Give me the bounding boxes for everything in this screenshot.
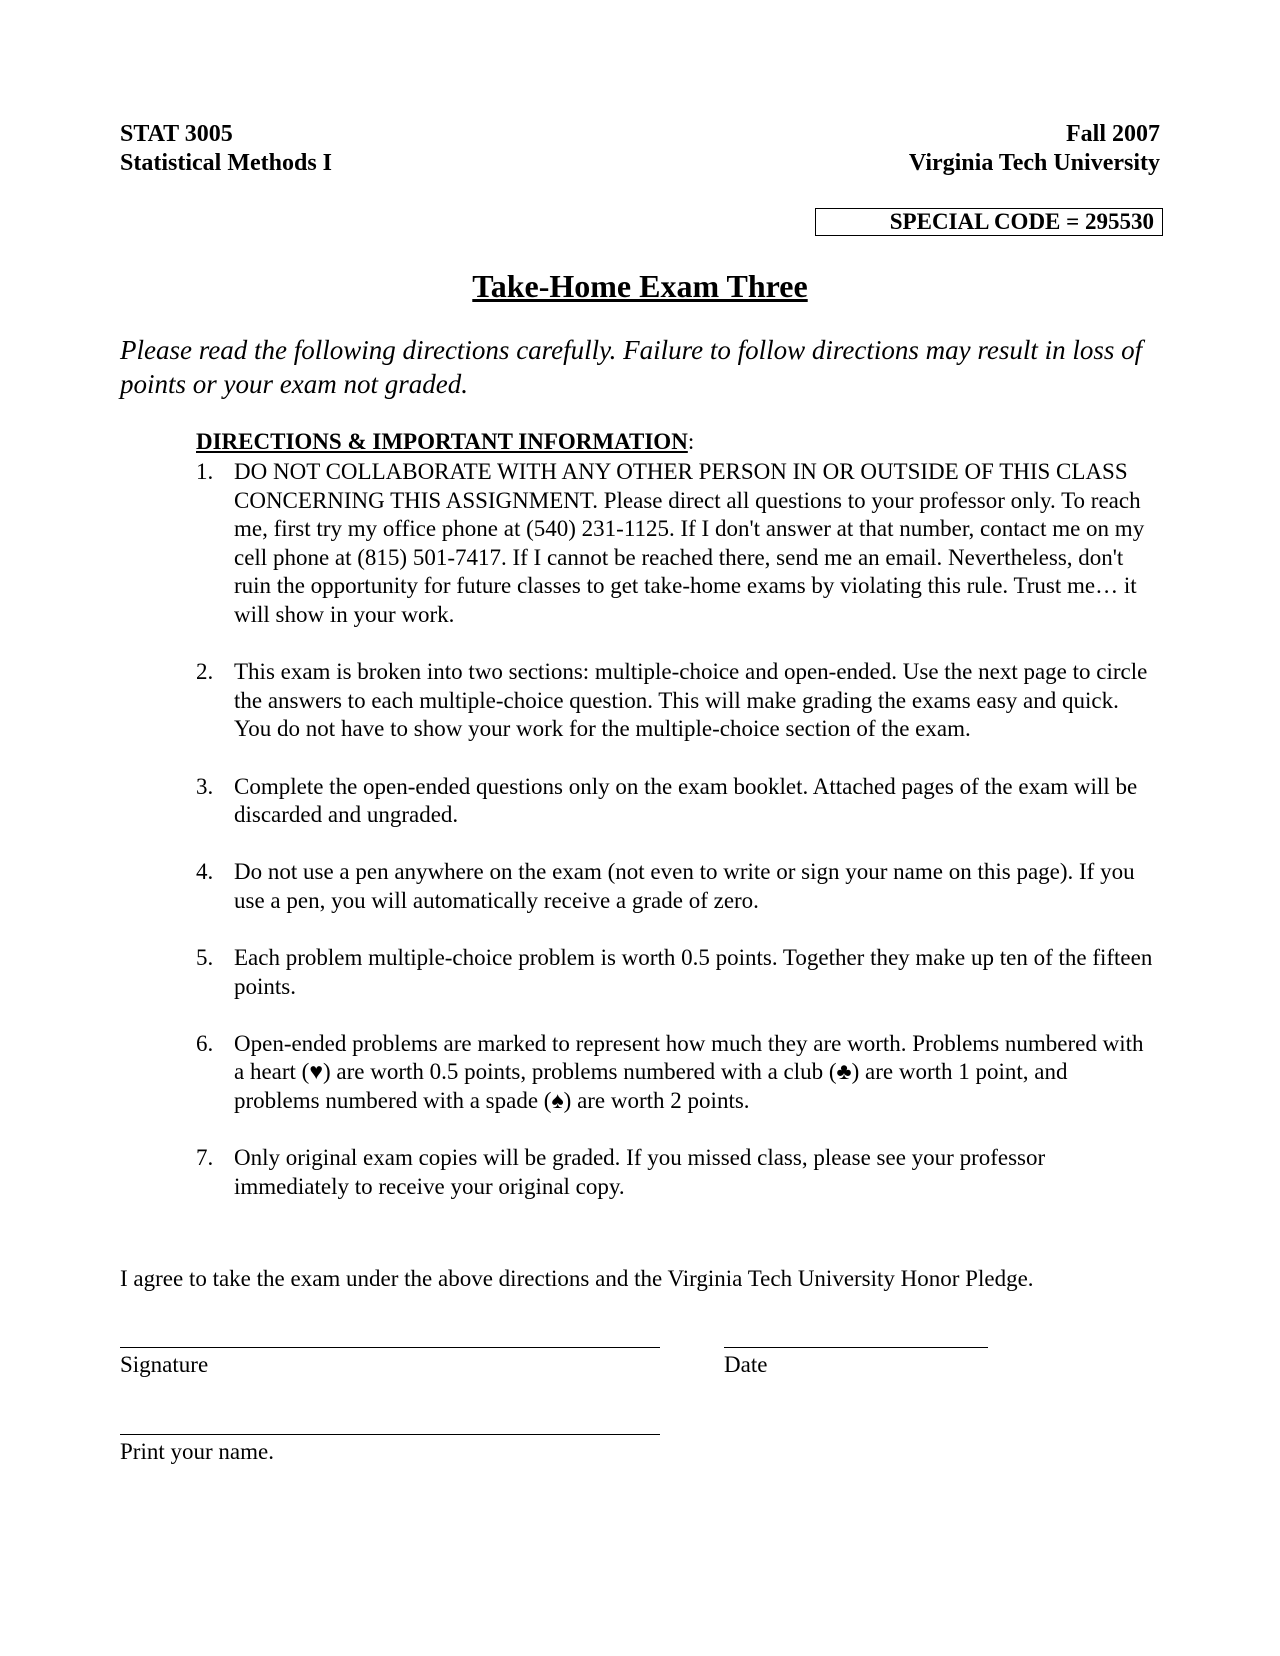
direction-number: 3. (196, 773, 214, 799)
course-header (120, 120, 332, 178)
direction-number: 5. (196, 945, 214, 971)
direction-text: Do not use a pen anywhere on the exam (not even to write or sign your name on this page). If you use a pen, you will automatically receive a grade of zero. (234, 859, 1135, 913)
date-label: Date (724, 1352, 768, 1377)
honor-pledge: I agree to take the exam under the above directions and the Virginia Tech University Honor Pledge. (120, 1266, 1034, 1291)
date-line[interactable] (724, 1347, 988, 1348)
term-header (909, 120, 1160, 178)
special-code-box: SPECIAL CODE = 295530 (815, 208, 1163, 236)
term: Fall 2007 (1066, 121, 1160, 147)
direction-text: Complete the open-ended questions only on the exam booklet. Attached pages of the exam will be discarded and ungraded. (234, 773, 1138, 828)
course-code: STAT 3005 (120, 121, 233, 147)
intro-text: Please read the following directions carefully. Failure to follow directions may result in loss of points or your exam not graded. (120, 335, 1143, 399)
direction-item (196, 858, 1156, 915)
signature-line[interactable] (120, 1347, 660, 1348)
direction-item (196, 944, 1156, 1001)
direction-item (196, 658, 1156, 744)
direction-text: This exam is broken into two sections: multiple-choice and open-ended. Use the next page to circle the answers to each multiple-choice question. This will make grading the exams easy and quick. You do not have to show your work for the multiple-choice section of the exam. (234, 659, 1148, 742)
direction-item (196, 1144, 1156, 1201)
print-name-line[interactable] (120, 1434, 660, 1435)
course-name: Statistical Methods I (120, 150, 332, 176)
direction-item (196, 773, 1156, 830)
direction-number: 1. (196, 459, 214, 484)
directions-heading-text: DIRECTIONS & IMPORTANT INFORMATION (196, 429, 688, 454)
direction-item (196, 1030, 1156, 1116)
direction-item (196, 458, 1156, 630)
direction-text: Only original exam copies will be graded. If you missed class, please see your professor immediately to receive your original copy. (234, 1145, 1046, 1199)
university: Virginia Tech University (908, 150, 1160, 176)
directions-list (196, 458, 1156, 1230)
direction-number: 4. (196, 859, 214, 885)
direction-number: 6. (196, 1030, 214, 1056)
direction-number: 2. (196, 659, 214, 685)
page-title: Take-Home Exam Three (472, 268, 808, 304)
print-name-label: Print your name. (120, 1439, 274, 1464)
direction-text: Open-ended problems are marked to represent how much they are worth. Problems numbered with a heart (♥) are worth 0.5 points, problems numbered with a club (♣) are worth 1 point, and problems numbered with a spade (♠) are worth 2 points. (234, 1030, 1144, 1114)
directions-heading-colon: : (687, 429, 695, 454)
direction-number: 7. (196, 1145, 214, 1171)
directions-heading (196, 428, 694, 456)
signature-label: Signature (120, 1352, 209, 1377)
direction-text: Each problem multiple-choice problem is worth 0.5 points. Together they make up ten of the fifteen points. (234, 945, 1153, 999)
direction-text: DO NOT COLLABORATE WITH ANY OTHER PERSON IN OR OUTSIDE OF THIS CLASS CONCERNING THIS ASSIGNMENT. Please direct all questions to your professor only. To reach me, first try my office phone at (540) 231-1125. If I don't answer at that number, contact me on my cell phone at (815) 501-7417. If I cannot be reached there, send me an email. Nevertheless, don't ruin the opportunity for future classes to get take-home exams by violating this rule. Trust me… it will show in your work. (234, 459, 1145, 627)
